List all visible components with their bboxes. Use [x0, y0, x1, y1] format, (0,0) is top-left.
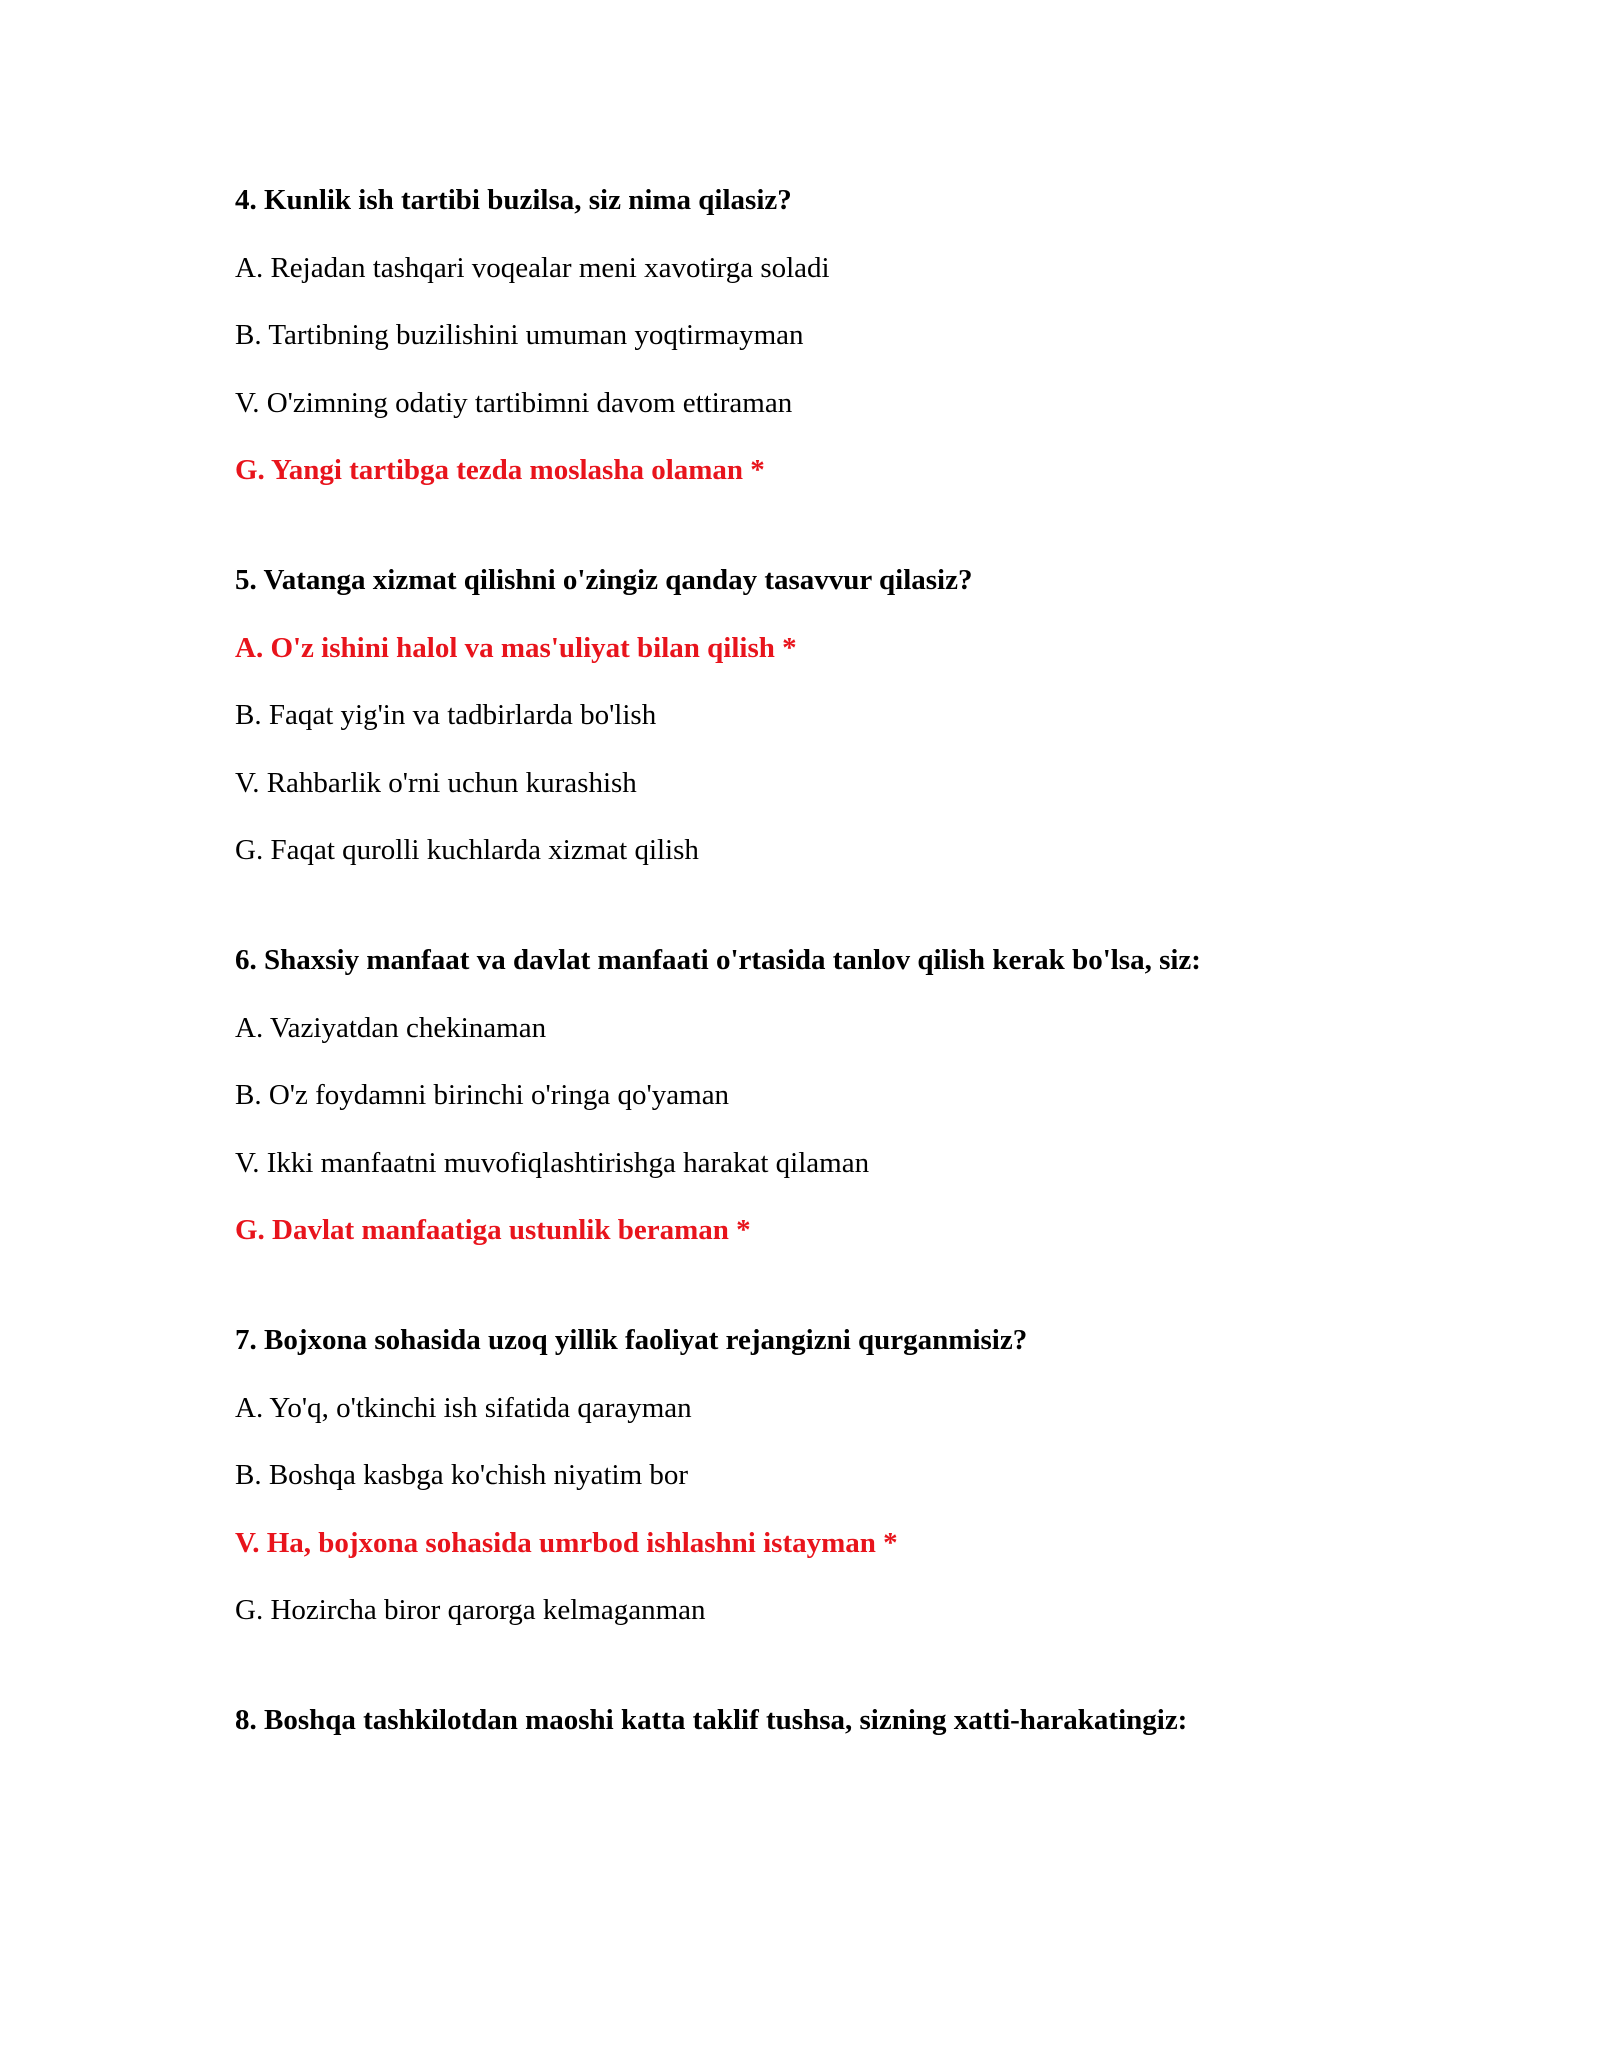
question-block-7 [235, 1318, 1435, 1632]
question-title: 8. Boshqa tashkilotdan maoshi katta taklif tushsa, sizning xatti-harakatingiz: [235, 1704, 1188, 1736]
answer-option: G. Hozircha biror qarorga kelmaganman [235, 1594, 706, 1626]
question-block-8 [235, 1698, 1435, 1742]
answer-option: V. O'zimning odatiy tartibimni davom ettiraman [235, 386, 793, 419]
answer-option: B. Boshqa kasbga ko'chish niyatim bor [235, 1459, 689, 1491]
question-title: 5. Vatanga xizmat qilishni o'zingiz qanday tasavvur qilasiz? [235, 564, 973, 596]
correct-answer-option: V. Ha, bojxona sohasida umrbod ishlashni istayman * [235, 1526, 898, 1559]
document-page [235, 178, 1435, 1808]
answer-option: A. Yo'q, o'tkinchi ish sifatida qarayman [235, 1391, 692, 1424]
correct-answer-option: A. O'z ishini halol va mas'uliyat bilan qilish * [235, 631, 797, 664]
answer-option: V. Rahbarlik o'rni uchun kurashish [235, 766, 637, 799]
question-block-6 [235, 938, 1435, 1252]
correct-answer-option: G. Yangi tartibga tezda moslasha olaman * [235, 454, 765, 486]
question-block-5 [235, 558, 1435, 872]
answer-option: B. Tartibning buzilishini umuman yoqtirmayman [235, 319, 804, 351]
answer-option: A. Rejadan tashqari voqealar meni xavotirga soladi [235, 251, 830, 284]
answer-option: A. Vaziyatdan chekinaman [235, 1011, 547, 1044]
answer-option: V. Ikki manfaatni muvofiqlashtirishga harakat qilaman [235, 1146, 870, 1179]
correct-answer-option: G. Davlat manfaatiga ustunlik beraman * [235, 1214, 751, 1246]
question-block-4 [235, 178, 1435, 492]
answer-option: G. Faqat qurolli kuchlarda xizmat qilish [235, 834, 699, 866]
question-title: 6. Shaxsiy manfaat va davlat manfaati o'rtasida tanlov qilish kerak bo'lsa, siz: [235, 944, 1201, 976]
answer-option: B. Faqat yig'in va tadbirlarda bo'lish [235, 699, 657, 731]
answer-option: B. O'z foydamni birinchi o'ringa qo'yaman [235, 1079, 730, 1111]
question-title: 4. Kunlik ish tartibi buzilsa, siz nima qilasiz? [235, 184, 792, 216]
question-title: 7. Bojxona sohasida uzoq yillik faoliyat rejangizni qurganmisiz? [235, 1324, 1028, 1356]
